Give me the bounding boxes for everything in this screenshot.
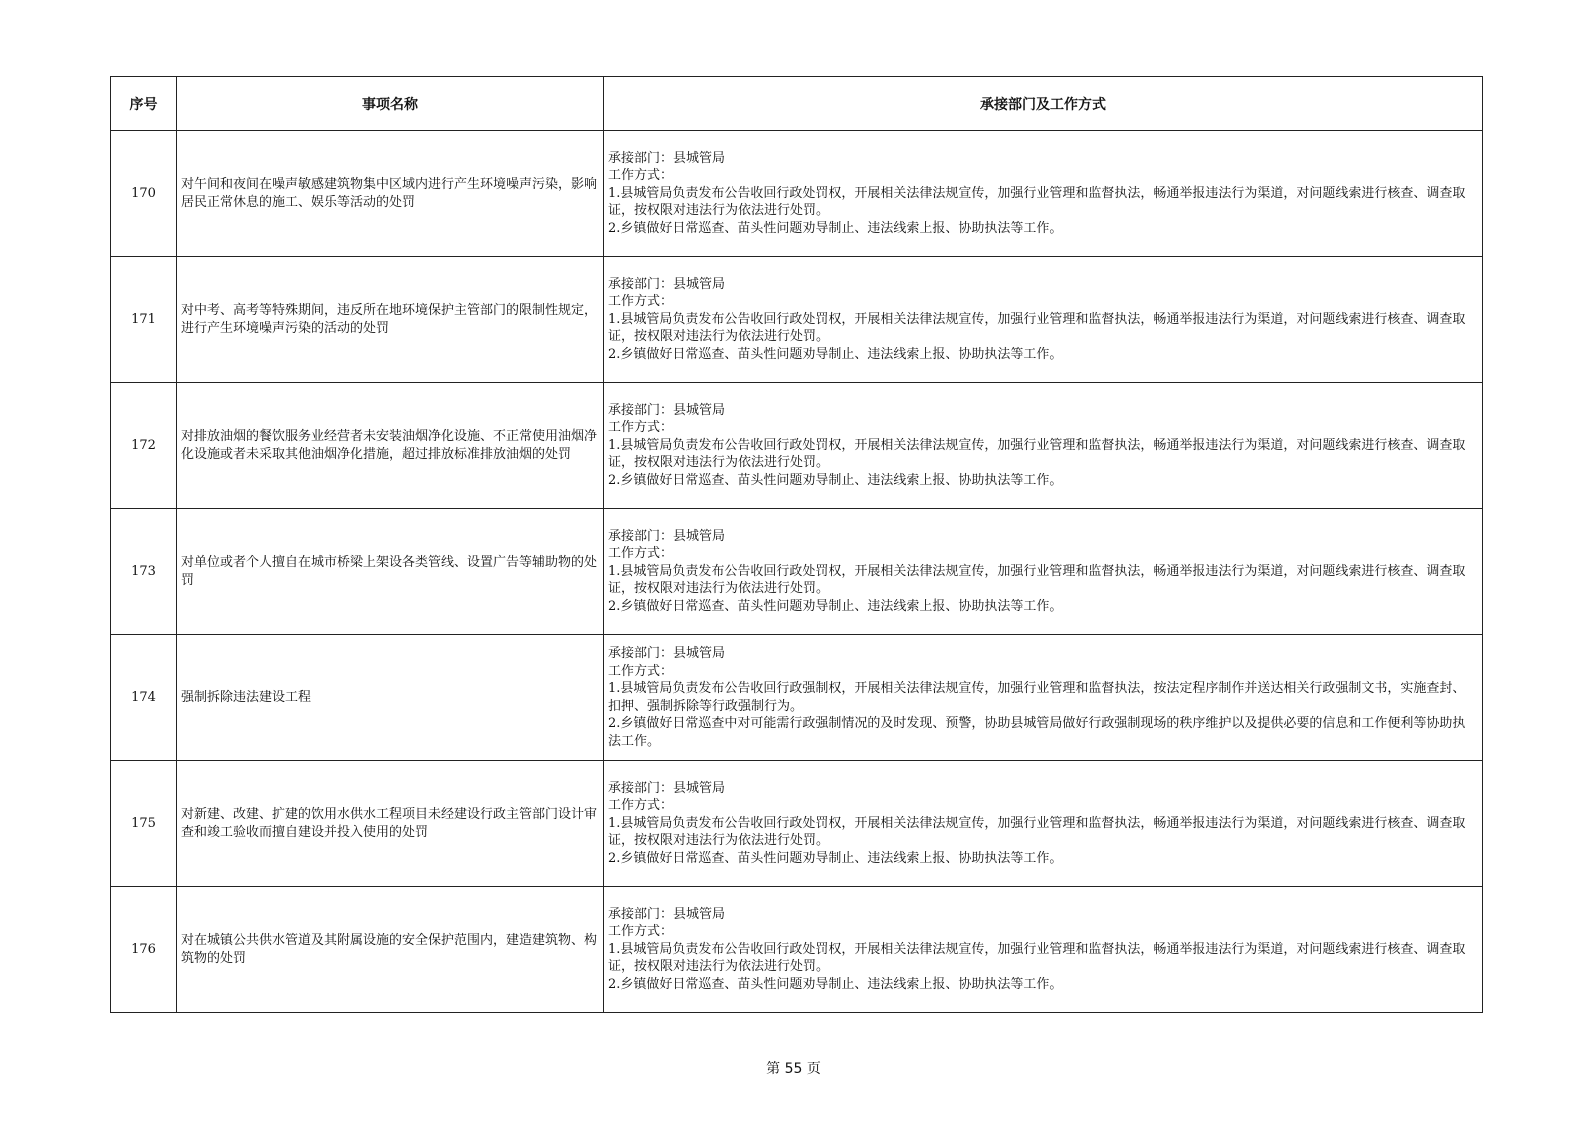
method-item-township: 2.乡镇做好日常巡查中对可能需行政强制情况的及时发现、预警，协助县城管局做好行政强制现场的秩序维护以及提供必要的信息和工作便利等协助执法工作。 [608, 716, 1466, 749]
method-label: 工作方式： [608, 924, 674, 940]
method-item-county: 1.县城管局负责发布公告收回行政强制权，开展相关法律法规宣传，加强行业管理和监督执法，按法定程序制作并送达相关行政强制文书，实施查封、扣押、强制拆除等行政强制行为。 [608, 681, 1466, 714]
row-serial-number: 176 [111, 887, 177, 1013]
row-matter-name [177, 257, 604, 383]
row-serial-number: 170 [111, 131, 177, 257]
department-line: 承接部门：县城管局 [608, 780, 726, 796]
table-row [111, 383, 1483, 509]
department-line: 承接部门：县城管局 [608, 150, 726, 166]
department-line: 承接部门：县城管局 [608, 528, 726, 544]
row-matter-name [177, 383, 604, 509]
table-row [111, 761, 1483, 887]
row-serial-number: 171 [111, 257, 177, 383]
matters-table [110, 76, 1483, 1013]
department-line: 承接部门：县城管局 [608, 906, 726, 922]
row-department-and-method [604, 131, 1483, 257]
method-label: 工作方式： [608, 168, 674, 184]
method-item-township: 2.乡镇做好日常巡查、苗头性问题劝导制止、违法线索上报、协助执法等工作。 [608, 598, 1063, 614]
row-matter-name [177, 761, 604, 887]
method-label: 工作方式： [608, 294, 674, 310]
method-item-township: 2.乡镇做好日常巡查、苗头性问题劝导制止、违法线索上报、协助执法等工作。 [608, 850, 1063, 866]
method-item-township: 2.乡镇做好日常巡查、苗头性问题劝导制止、违法线索上报、协助执法等工作。 [608, 472, 1063, 488]
method-item-county: 1.县城管局负责发布公告收回行政处罚权，开展相关法律法规宣传，加强行业管理和监督执法，畅通举报违法行为渠道，对问题线索进行核查、调查取证，按权限对违法行为依法进行处罚。 [608, 437, 1466, 471]
method-item-township: 2.乡镇做好日常巡查、苗头性问题劝导制止、违法线索上报、协助执法等工作。 [608, 976, 1063, 992]
method-item-township: 2.乡镇做好日常巡查、苗头性问题劝导制止、违法线索上报、协助执法等工作。 [608, 220, 1063, 236]
table-row [111, 887, 1483, 1013]
method-label: 工作方式： [608, 798, 674, 814]
table-header-row [111, 77, 1483, 131]
header-serial-number: 序号 [111, 77, 177, 131]
table-row [111, 509, 1483, 635]
method-item-county: 1.县城管局负责发布公告收回行政处罚权，开展相关法律法规宣传，加强行业管理和监督执法，畅通举报违法行为渠道，对问题线索进行核查、调查取证，按权限对违法行为依法进行处罚。 [608, 815, 1466, 849]
row-department-and-method [604, 257, 1483, 383]
method-item-township: 2.乡镇做好日常巡查、苗头性问题劝导制止、违法线索上报、协助执法等工作。 [608, 346, 1063, 362]
row-matter-name [177, 509, 604, 635]
matter-name-text: 对单位或者个人擅自在城市桥梁上架设各类管线、设置广告等辅助物的处罚 [181, 555, 598, 588]
row-department-and-method [604, 887, 1483, 1013]
method-item-county: 1.县城管局负责发布公告收回行政处罚权，开展相关法律法规宣传，加强行业管理和监督执法，畅通举报违法行为渠道，对问题线索进行核查、调查取证，按权限对违法行为依法进行处罚。 [608, 563, 1466, 597]
table-row [111, 131, 1483, 257]
row-matter-name [177, 131, 604, 257]
row-serial-number: 173 [111, 509, 177, 635]
row-serial-number: 175 [111, 761, 177, 887]
method-item-county: 1.县城管局负责发布公告收回行政处罚权，开展相关法律法规宣传，加强行业管理和监督执法，畅通举报违法行为渠道，对问题线索进行核查、调查取证，按权限对违法行为依法进行处罚。 [608, 941, 1466, 975]
method-item-county: 1.县城管局负责发布公告收回行政处罚权，开展相关法律法规宣传，加强行业管理和监督执法，畅通举报违法行为渠道，对问题线索进行核查、调查取证，按权限对违法行为依法进行处罚。 [608, 185, 1466, 219]
method-label: 工作方式： [608, 546, 674, 562]
matter-name-text: 对在城镇公共供水管道及其附属设施的安全保护范围内，建造建筑物、构筑物的处罚 [181, 933, 598, 966]
matter-name-text: 对新建、改建、扩建的饮用水供水工程项目未经建设行政主管部门设计审查和竣工验收而擅自建设并投入使用的处罚 [181, 807, 598, 840]
header-matter-name: 事项名称 [177, 77, 604, 131]
department-line: 承接部门：县城管局 [608, 402, 726, 418]
row-serial-number: 174 [111, 635, 177, 761]
department-line: 承接部门：县城管局 [608, 646, 726, 661]
row-matter-name [177, 887, 604, 1013]
row-department-and-method [604, 635, 1483, 761]
matter-name-text: 强制拆除违法建设工程 [181, 689, 312, 705]
row-serial-number: 172 [111, 383, 177, 509]
row-department-and-method [604, 509, 1483, 635]
row-matter-name [177, 635, 604, 761]
header-department-and-method: 承接部门及工作方式 [604, 77, 1483, 131]
page-number: 第 55 页 [766, 1061, 821, 1077]
matter-name-text: 对午间和夜间在噪声敏感建筑物集中区域内进行产生环境噪声污染，影响居民正常休息的施工、娱乐等活动的处罚 [181, 177, 598, 210]
matter-name-text: 对排放油烟的餐饮服务业经营者未安装油烟净化设施、不正常使用油烟净化设施或者未采取其他油烟净化措施，超过排放标准排放油烟的处罚 [181, 429, 598, 462]
method-label: 工作方式： [608, 420, 674, 436]
table-row [111, 257, 1483, 383]
row-department-and-method [604, 383, 1483, 509]
method-item-county: 1.县城管局负责发布公告收回行政处罚权，开展相关法律法规宣传，加强行业管理和监督执法，畅通举报违法行为渠道，对问题线索进行核查、调查取证，按权限对违法行为依法进行处罚。 [608, 311, 1466, 345]
department-line: 承接部门：县城管局 [608, 276, 726, 292]
row-department-and-method [604, 761, 1483, 887]
matter-name-text: 对中考、高考等特殊期间，违反所在地环境保护主管部门的限制性规定，进行产生环境噪声污染的活动的处罚 [181, 303, 598, 336]
table-row [111, 635, 1483, 761]
method-label: 工作方式： [608, 663, 674, 679]
